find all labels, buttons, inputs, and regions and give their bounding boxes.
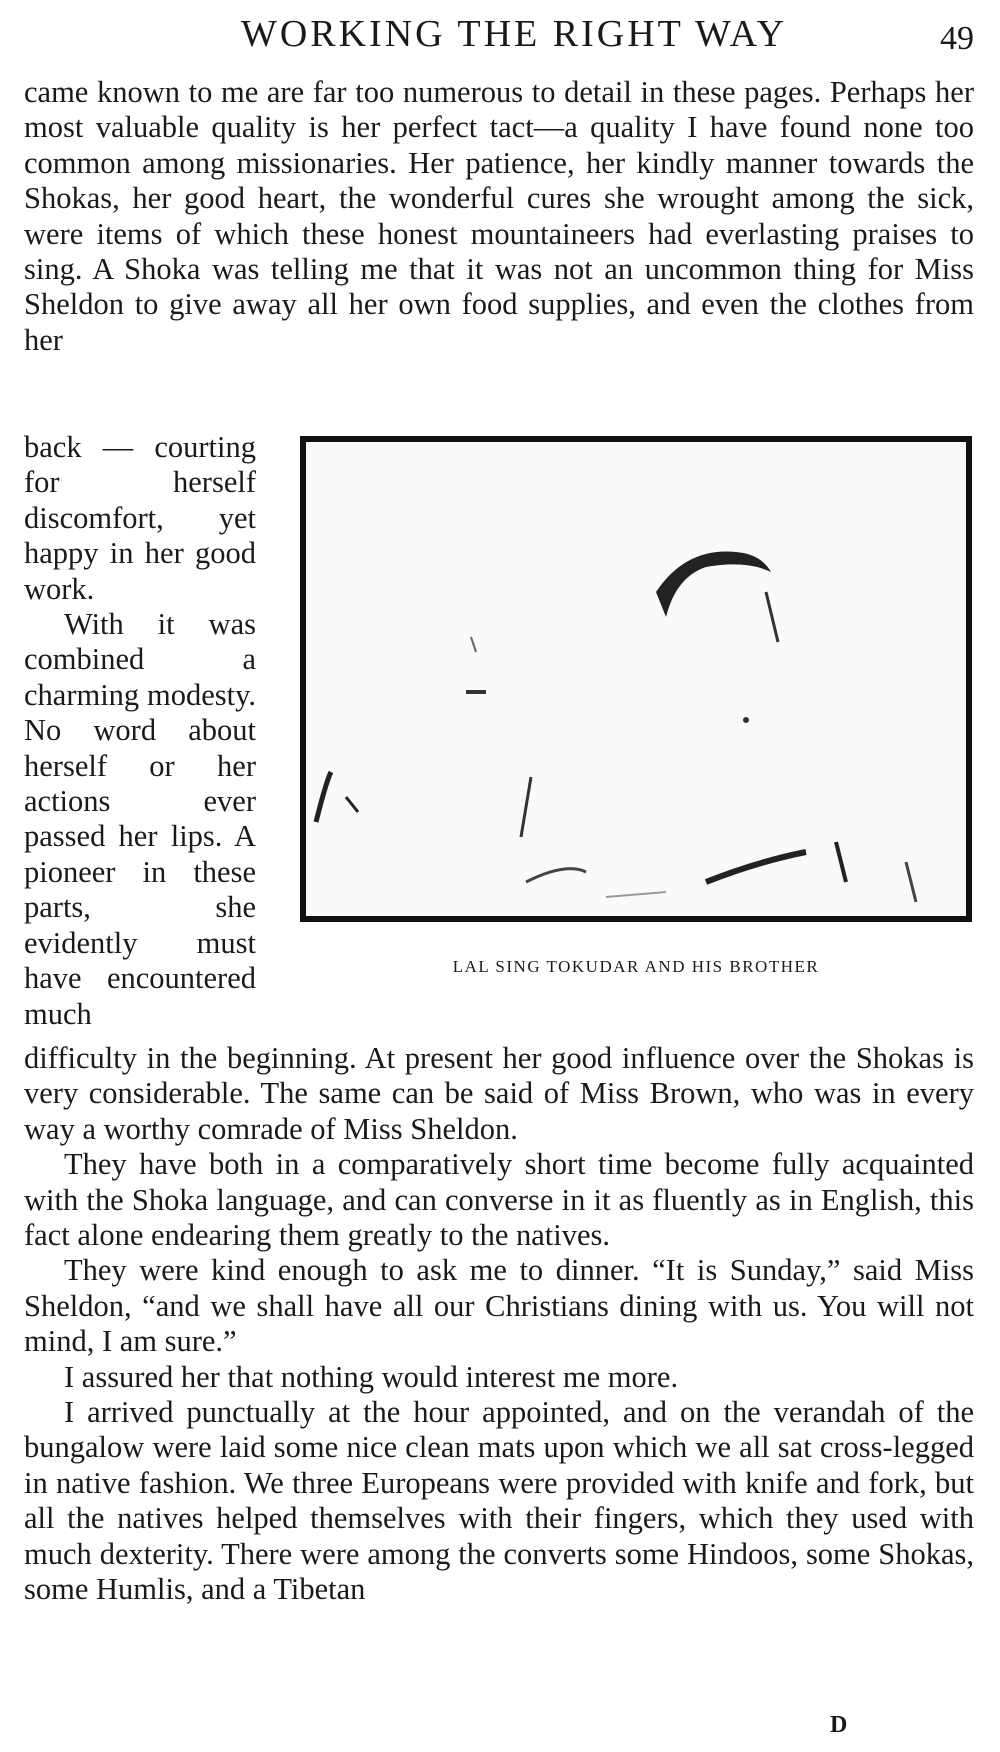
paragraph-intro: came known to me are far too numerous to detail in these pages. Perhaps her most valuable quality is her perfect tact—a quality I have found none too common among missionaries. Her patience, her kindly manner towards the Shokas, her good heart, the wonderful cures she wrought among the sick, were items of which these honest mountaineers had everlasting praises to sing. A Shoka was telling me that it was not an uncommon thing for Miss Sheldon to give away all her own food supplies, and even the clothes from her (24, 75, 974, 357)
paragraph-dinner: They were kind enough to ask me to dinner. “It is Sunday,” said Miss Sheldon, “and we shall have all our Christians dining with us. You will not mind, I am sure.” (24, 1253, 974, 1359)
paragraph-difficulty: difficulty in the beginning. At present her good influence over the Shokas is very considerable. The same can be said of Miss Brown, who was in every way a worthy comrade of Miss Sheldon. (24, 1041, 974, 1146)
paragraph-language: They have both in a comparatively short time become fully acquainted with the Shoka language, and can converse in it as fluently as in English, this fact alone endearing them greatly to the natives. (24, 1147, 974, 1253)
main-text-continued (24, 1041, 974, 1608)
page-number: 49 (940, 20, 974, 57)
paragraph-back-courting: back — courting for herself discomfort, yet happy in her good work. (24, 430, 256, 606)
wrapped-text-column (24, 430, 256, 1032)
page-header (24, 12, 974, 60)
running-title: WORKING THE RIGHT WAY (240, 13, 788, 55)
signature-mark: D (830, 1712, 848, 1738)
photo-frame (300, 436, 972, 922)
paragraph-modesty: With it was combined a charming modesty. No word about herself or her actions ever passed her lips. A pioneer in these parts, she evidently must have encountered much (24, 607, 256, 1031)
paragraph-arrived: I arrived punctually at the hour appointed, and on the verandah of the bungalow were laid some nice clean mats upon which we all sat cross-legged in native fashion. We three Europeans were provided with knife and fork, but all the natives helped themselves with their fingers, which they used with much dexterity. There were among the converts some Hindoos, some Shokas, some Humlis, and a Tibetan (24, 1395, 974, 1607)
photo-image (306, 442, 966, 916)
paragraph-assured: I assured her that nothing would interest me more. (64, 1359, 679, 1394)
photo-caption: LAL SING TOKUDAR AND HIS BROTHER (452, 957, 820, 976)
